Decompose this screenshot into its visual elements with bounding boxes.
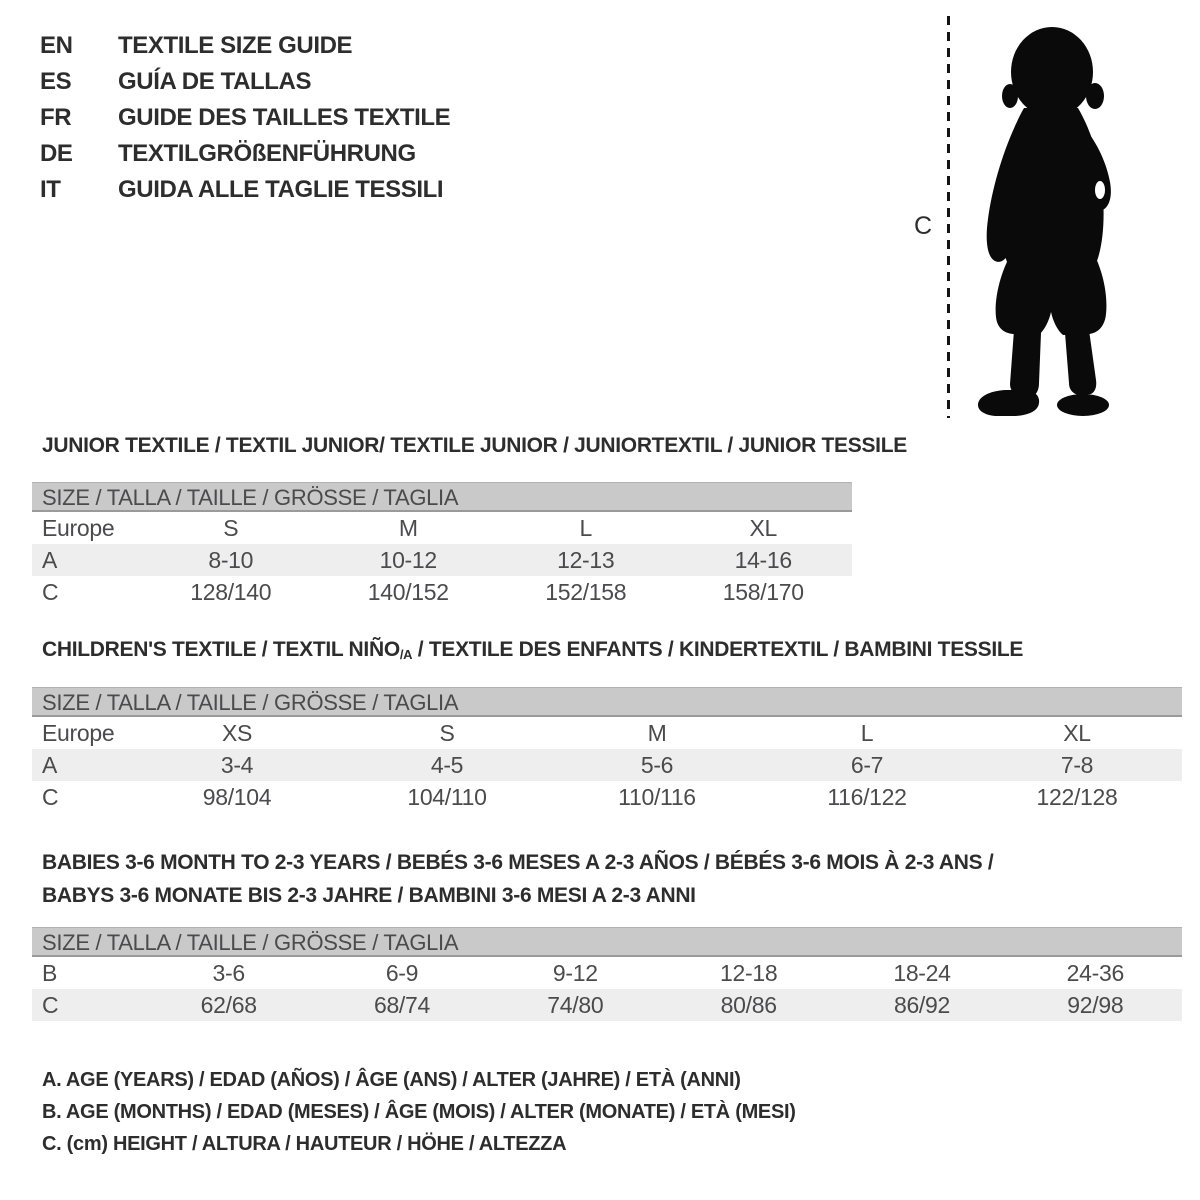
table-header-bar: SIZE / TALLA / TAILLE / GRÖSSE / TAGLIA [32,927,1182,957]
size-cell: XL [749,514,778,541]
size-cell: 74/80 [547,991,604,1018]
section-title-babies [42,846,993,912]
size-cell: 92/98 [1067,991,1124,1018]
language-code: EN [40,32,73,59]
language-row [40,64,450,100]
language-code: DE [40,140,73,167]
language-list [40,28,450,208]
size-cell: 98/104 [202,783,272,810]
language-title: GUIDE DES TAILLES TEXTILE [118,104,451,131]
size-cell: 3-6 [212,959,245,986]
size-cell: 5-6 [640,751,674,778]
size-cell: 9-12 [552,959,598,986]
height-dashed-line [947,16,950,418]
row-label: Europe [42,719,115,746]
row-label: B [42,959,58,986]
table-header-bar: SIZE / TALLA / TAILLE / GRÖSSE / TAGLIA [32,482,852,512]
size-cell: 152/158 [545,578,627,605]
size-cell: 6-7 [850,751,884,778]
language-code: IT [40,176,61,203]
size-cell: 8-10 [208,546,254,573]
language-code: FR [40,104,72,131]
row-label: A [42,751,58,778]
row-label: A [42,546,58,573]
size-cell: 62/68 [200,991,257,1018]
size-cell: L [579,514,592,541]
size-cell: 104/110 [407,783,487,810]
size-cell: 128/140 [190,578,272,605]
language-code: ES [40,68,72,95]
table-row [32,749,1182,781]
babies-title-line1: BABIES 3-6 MONTH TO 2-3 YEARS / BEBÉS 3-6 MESES A 2-3 AÑOS / BÉBÉS 3-6 MOIS À 2-3 ANS / [42,851,994,874]
language-row [40,28,450,64]
size-cell: 158/170 [722,578,804,605]
nino-a-subscript: /A [399,647,413,662]
table-header-bar: SIZE / TALLA / TAILLE / GRÖSSE / TAGLIA [32,687,1182,717]
table-row [32,957,1182,989]
row-label: C [42,578,59,605]
table-row [32,989,1182,1021]
table-row [32,781,1182,813]
height-c-label: C [914,212,933,240]
toddler-silhouette-icon [964,14,1140,416]
table-row [32,576,852,608]
size-cell: 10-12 [379,546,437,573]
language-title: GUIDA ALLE TAGLIE TESSILI [118,176,444,203]
size-cell: L [860,719,874,746]
language-title: TEXTILGRÖßENFÜHRUNG [118,140,416,167]
size-cell: 7-8 [1060,751,1094,778]
size-cell: 14-16 [734,546,792,573]
language-row [40,100,450,136]
legend-line-b: B. AGE (MONTHS) / EDAD (MESES) / ÂGE (MOIS) / ALTER (MONATE) / ETÀ (MESI) [42,1101,796,1123]
size-cell: 18-24 [893,959,951,986]
row-label: C [42,783,59,810]
size-cell: 24-36 [1066,959,1124,986]
size-cell: 110/116 [618,783,696,810]
size-cell: XL [1063,719,1091,746]
size-cell: 116/122 [827,783,907,810]
section-title-children: CHILDREN'S TEXTILE / TEXTIL $NIÑO_{/A}$ / TEXTILE DES ENFANTS / KINDERTEXTIL / BAMBINI TESSILE [42,638,1024,662]
size-cell: 140/152 [367,578,449,605]
size-cell: XS [221,719,253,746]
size-cell: 12-13 [557,546,615,573]
legend-line-c: C. (cm) HEIGHT / ALTURA / HAUTEUR / HÖHE / ALTEZZA [42,1133,567,1155]
section-title-junior: JUNIOR TEXTILE / TEXTIL JUNIOR/ TEXTILE JUNIOR / JUNIORTEXTIL / JUNIOR TESSILE [42,434,907,457]
babies-title-line2: BABYS 3-6 MONATE BIS 2-3 JAHRE / BAMBINI 3-6 MESI A 2-3 ANNI [42,884,696,907]
language-title: TEXTILE SIZE GUIDE [118,32,353,59]
row-label: Europe [42,514,115,541]
table-row [32,717,1182,749]
size-cell: 122/128 [1036,783,1118,810]
size-cell: M [398,514,418,541]
children-size-table [32,687,1182,813]
size-cell: 80/86 [720,991,777,1018]
size-cell: 3-4 [220,751,254,778]
language-row [40,136,450,172]
babies-size-table [32,927,1182,1021]
size-cell: M [647,719,667,746]
size-cell: 86/92 [893,991,951,1018]
size-cell: 4-5 [430,751,464,778]
table-row [32,544,852,576]
table-row [32,512,852,544]
language-title: GUÍA DE TALLAS [118,68,312,95]
legend [42,1064,796,1160]
size-cell: 68/74 [373,991,431,1018]
junior-size-table [32,482,852,608]
size-cell: S [439,719,455,746]
size-cell: S [223,514,239,541]
size-cell: 12-18 [719,959,778,986]
row-label: C [42,991,59,1018]
size-cell: 6-9 [385,959,419,986]
language-row [40,172,450,208]
legend-line-a: A. AGE (YEARS) / EDAD (AÑOS) / ÂGE (ANS) / ALTER (JAHRE) / ETÀ (ANNI) [42,1069,741,1091]
